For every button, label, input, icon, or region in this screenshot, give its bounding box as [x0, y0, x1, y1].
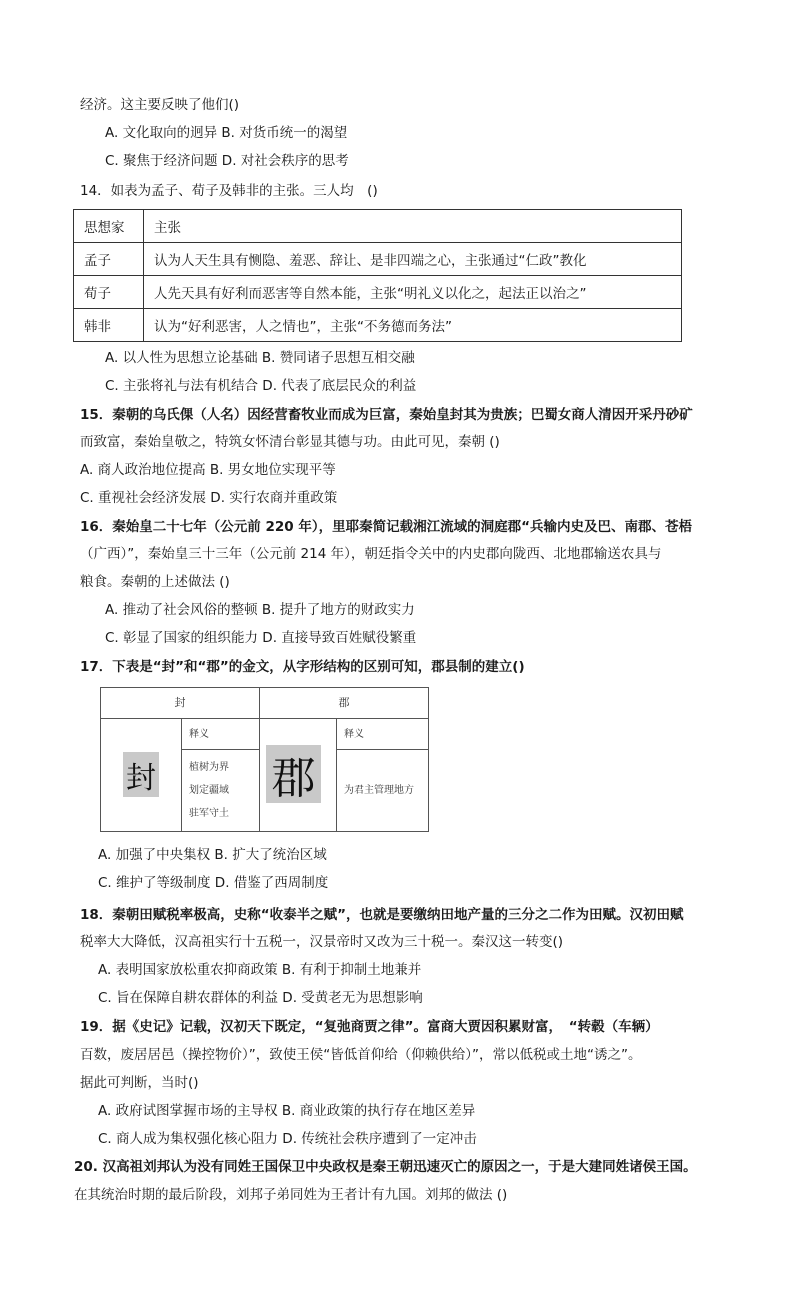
q18-options-ab: A. 表明国家放松重农抑商政策 B. 有利于抑制土地兼并 [98, 962, 422, 978]
q19-stem-line1: 19．据《史记》记载，汉初天下既定，“复弛商贾之律”。富商大贾因积累财富， “转毂（车辆） [80, 1019, 659, 1035]
q18-stem-line1: 18．秦朝田赋税率极高，史称“收泰半之赋”，也就是要缴纳田地产量的三分之二作为田赋。汉初田赋 [80, 907, 684, 923]
feng-glyph-image: 封 [123, 752, 159, 797]
table-row [74, 243, 682, 276]
q14-stem: 14．如表为孟子、荀子及韩非的主张。三人均 () [80, 183, 378, 199]
q19-stem-line2: 百数，废居居邑（操控物价）”，致使王侯“皆低首仰给（仰赖供给）”，常以低税或土地“诱之”。 [80, 1047, 642, 1063]
gloss-label: 释义 [189, 729, 209, 740]
q18-stem-line2: 税率大大降低，汉高祖实行十五税一，汉景帝时又改为三十税一。秦汉这一转变() [80, 934, 564, 950]
q16-stem-line3: 粮食。秦朝的上述做法 () [80, 574, 230, 590]
gloss-label: 释义 [344, 729, 364, 740]
q19-options-cd: C. 商人成为集权强化核心阻力 D. 传统社会秩序遭到了一定冲击 [98, 1131, 477, 1147]
q14-options-cd: C. 主张将礼与法有机结合 D. 代表了底层民众的利益 [105, 378, 417, 394]
figure-header-feng: 封 [101, 688, 259, 719]
table-row [74, 276, 682, 309]
q14-options-ab: A. 以人性为思想立论基础 B. 赞同诸子思想互相交融 [105, 350, 415, 366]
gloss-meaning: 植树为界 [189, 762, 229, 773]
table-cell: 荀子 [74, 276, 144, 309]
q20-stem-line1: 20. 汉高祖刘邦认为没有同姓王国保卫中央政权是秦王朝迅速灭亡的原因之一，于是大建同姓诸侯王国。 [74, 1159, 697, 1175]
q19-options-ab: A. 政府试图掌握市场的主导权 B. 商业政策的执行存在地区差异 [98, 1103, 476, 1119]
q13-stem-tail: 经济。这主要反映了他们() [80, 97, 240, 113]
q14-table [73, 209, 682, 342]
q16-stem-line1: 16．秦始皇二十七年（公元前 220 年），里耶秦简记载湘江流域的洞庭郡“兵输内史及巴、南郡、苍梧 [80, 519, 692, 535]
figure-divider [336, 718, 337, 831]
q17-options-cd: C. 维护了等级制度 D. 借鉴了西周制度 [98, 875, 329, 891]
gloss-meaning: 为君主管理地方 [344, 785, 414, 796]
table-cell: 认为人天生具有恻隐、羞恶、辞让、是非四端之心，主张通过“仁政”教化 [144, 243, 682, 276]
bronze-script-figure [100, 687, 429, 832]
table-cell: 认为“好利恶害，人之情也”，主张“不务德而务法” [144, 309, 682, 342]
table-row [74, 309, 682, 342]
q17-stem: 17．下表是“封”和“郡”的金文，从字形结构的区别可知，郡县制的建立() [80, 659, 525, 675]
q18-options-cd: C. 旨在保障自耕农群体的利益 D. 受黄老无为思想影响 [98, 990, 423, 1006]
q15-options-ab: A. 商人政治地位提高 B. 男女地位实现平等 [80, 462, 336, 478]
table-header-cell: 主张 [144, 210, 682, 243]
figure-divider [337, 749, 428, 750]
q13-options-cd: C. 聚焦于经济问题 D. 对社会秩序的思考 [105, 153, 349, 169]
table-cell: 人先天具有好利而恶害等自然本能，主张“明礼义以化之，起法正以治之” [144, 276, 682, 309]
q15-stem-line1: 15．秦朝的乌氏倮（人名）因经营畜牧业而成为巨富，秦始皇封其为贵族；巴蜀女商人清因开采丹砂矿 [80, 407, 693, 423]
q17-options-ab: A. 加强了中央集权 B. 扩大了统治区域 [98, 847, 327, 863]
figure-divider [181, 718, 182, 831]
table-cell: 韩非 [74, 309, 144, 342]
q19-stem-line3: 据此可判断，当时() [80, 1075, 199, 1091]
gloss-meaning: 驻军守土 [189, 808, 229, 819]
gloss-meaning: 划定疆域 [189, 785, 229, 796]
table-row [74, 210, 682, 243]
table-header-cell: 思想家 [74, 210, 144, 243]
jun-glyph-image: 郡 [266, 745, 321, 803]
q20-stem-line2: 在其统治时期的最后阶段，刘邦子弟同姓为王者计有九国。刘邦的做法 () [74, 1187, 508, 1203]
q13-options-ab: A. 文化取向的迥异 B. 对货币统一的渴望 [105, 125, 348, 141]
q16-stem-line2: （广西）”，秦始皇三十三年（公元前 214 年），朝廷指令关中的内史郡向陇西、北地郡输送农具与 [80, 546, 662, 562]
q15-stem-line2: 而致富，秦始皇敬之，特筑女怀清台彰显其德与功。由此可见，秦朝 () [80, 434, 500, 450]
figure-divider [182, 749, 259, 750]
q15-options-cd: C. 重视社会经济发展 D. 实行农商并重政策 [80, 490, 338, 506]
q16-options-ab: A. 推动了社会风俗的整顿 B. 提升了地方的财政实力 [105, 602, 415, 618]
table-cell: 孟子 [74, 243, 144, 276]
q16-options-cd: C. 彰显了国家的组织能力 D. 直接导致百姓赋役繁重 [105, 630, 417, 646]
figure-header-jun: 郡 [260, 688, 428, 719]
